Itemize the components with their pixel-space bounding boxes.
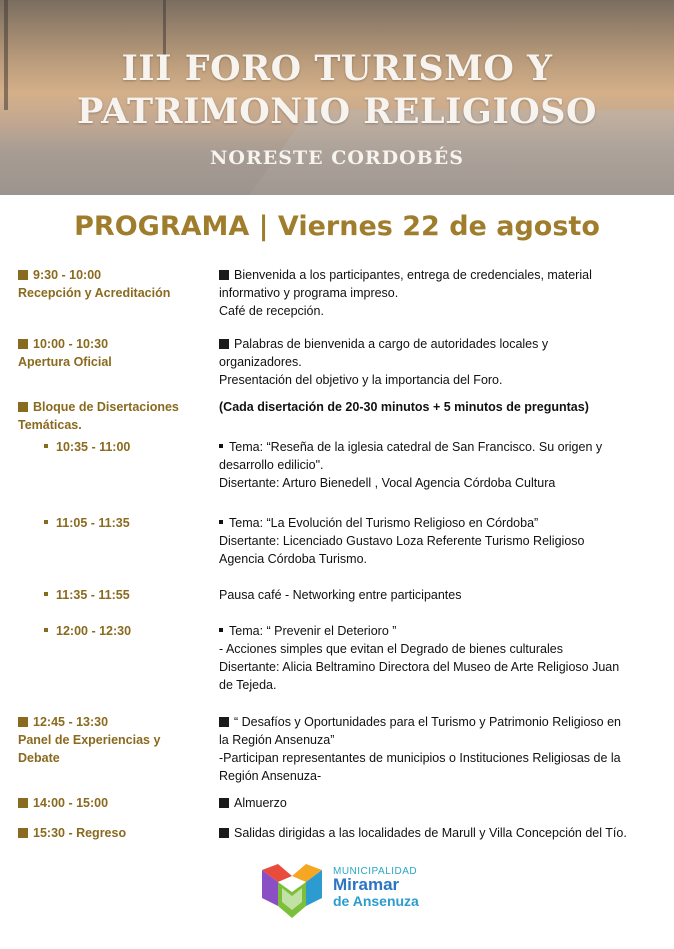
agenda-label: Panel de Experiencias y [18, 733, 161, 747]
municipality-logo-icon [258, 862, 328, 924]
agenda-time-block [44, 622, 229, 640]
desc-line: Palabras de bienvenida a cargo de autoridades locales y [234, 337, 549, 351]
agenda-time-block [18, 335, 203, 371]
desc-line: Café de recepción. [219, 304, 324, 318]
agenda-time: 11:35 - 11:55 [56, 588, 130, 602]
desc-line: Agencia Córdoba Turismo. [219, 552, 367, 566]
desc-line: Tema: “ Prevenir el Deterioro ” [229, 624, 397, 638]
desc-line: Almuerzo [234, 796, 287, 810]
agenda-label: Debate [18, 751, 60, 765]
agenda-description [219, 398, 661, 416]
agenda-time: Bloque de Disertaciones [33, 400, 179, 414]
agenda-time-block [44, 514, 229, 532]
square-bullet-icon [219, 798, 229, 808]
square-bullet-icon [219, 339, 229, 349]
agenda-description [219, 794, 661, 812]
square-bullet-icon [18, 828, 28, 838]
desc-line: Pausa café - Networking entre participantes [219, 588, 462, 602]
desc-line: desarrollo edilicio". [219, 458, 324, 472]
title-line2: PATRIMONIO RELIGIOSO [76, 91, 598, 132]
desc-line: Disertante: Licenciado Gustavo Loza Referente Turismo Religioso [219, 534, 585, 548]
square-bullet-icon [18, 270, 28, 280]
agenda-description [219, 622, 661, 694]
desc-line: de Tejeda. [219, 678, 277, 692]
agenda-label: Temáticas. [18, 418, 82, 432]
program-title: PROGRAMA | Viernes 22 de agosto [74, 211, 600, 242]
agenda-time-block [18, 824, 203, 842]
agenda-time: 10:35 - 11:00 [56, 440, 131, 454]
square-bullet-icon [18, 798, 28, 808]
desc-line: - Acciones simples que evitan el Degrado de bienes culturales [219, 642, 563, 656]
agenda-time-block [18, 794, 203, 812]
dot-bullet-icon [219, 444, 223, 448]
dot-bullet-icon [44, 592, 48, 596]
agenda-time: 9:30 - 10:00 [33, 268, 102, 282]
agenda-time: 12:00 - 12:30 [56, 624, 132, 638]
desc-line: Bienvenida a los participantes, entrega de credenciales, material [234, 268, 592, 282]
agenda-description [219, 438, 661, 492]
title-line1: III FORO TURISMO Y [121, 48, 553, 89]
agenda-time: 10:00 - 10:30 [33, 337, 109, 351]
desc-line: Región Ansenuza- [219, 769, 322, 783]
logo-municipalidad: MUNICIPALIDAD [333, 866, 418, 877]
agenda-time: 12:45 - 13:30 [33, 715, 109, 729]
dot-bullet-icon [44, 628, 48, 632]
desc-line: (Cada disertación de 20-30 minutos + 5 minutos de preguntas) [219, 400, 589, 414]
agenda-description [219, 266, 661, 320]
agenda-description [219, 335, 661, 389]
agenda-description [219, 514, 661, 568]
dot-bullet-icon [219, 628, 223, 632]
dot-bullet-icon [44, 520, 48, 524]
square-bullet-icon [219, 270, 229, 280]
desc-line: organizadores. [219, 355, 302, 369]
agenda-label: Recepción y Acreditación [18, 286, 171, 300]
desc-line: la Región Ansenuza” [219, 733, 335, 747]
logo-name: Miramar [333, 875, 400, 894]
event-title [0, 47, 674, 133]
agenda-description [219, 586, 661, 604]
agenda-time: 15:30 - Regreso [33, 826, 127, 840]
square-bullet-icon [18, 717, 28, 727]
desc-line: Disertante: Arturo Bienedell , Vocal Agencia Córdoba Cultura [219, 476, 556, 490]
agenda-time-block [44, 586, 229, 604]
desc-line: -Participan representantes de municipios o Instituciones Religiosas de la [219, 751, 621, 765]
desc-line: Presentación del objetivo y la importancia del Foro. [219, 373, 503, 387]
desc-line: Tema: “La Evolución del Turismo Religioso en Córdoba” [229, 516, 539, 530]
agenda-description [219, 824, 661, 842]
dot-bullet-icon [219, 520, 223, 524]
square-bullet-icon [18, 339, 28, 349]
desc-line: Salidas dirigidas a las localidades de Marull y Villa Concepción del Tío. [234, 826, 627, 840]
header-banner [0, 0, 674, 195]
agenda-time-block [18, 713, 203, 767]
agenda-label: Apertura Oficial [18, 355, 112, 369]
agenda-time: 14:00 - 15:00 [33, 796, 109, 810]
agenda-time-block [18, 266, 203, 302]
desc-line: “ Desafíos y Oportunidades para el Turismo y Patrimonio Religioso en [234, 715, 621, 729]
desc-line: Tema: “Reseña de la iglesia catedral de San Francisco. Su origen y [229, 440, 603, 454]
square-bullet-icon [219, 828, 229, 838]
agenda-description [219, 713, 661, 785]
agenda-time-block [18, 398, 203, 434]
logo-name-sub: de Ansenuza [333, 893, 419, 909]
dot-bullet-icon [44, 444, 48, 448]
square-bullet-icon [219, 717, 229, 727]
square-bullet-icon [18, 402, 28, 412]
desc-line: Disertante: Alicia Beltramino Directora del Museo de Arte Religioso Juan [219, 660, 620, 674]
agenda-time: 11:05 - 11:35 [56, 516, 130, 530]
desc-line: informativo y programa impreso. [219, 286, 399, 300]
agenda-time-block [44, 438, 229, 456]
logo-wordmark [333, 866, 419, 909]
event-subtitle: NORESTE CORDOBÉS [210, 147, 464, 169]
